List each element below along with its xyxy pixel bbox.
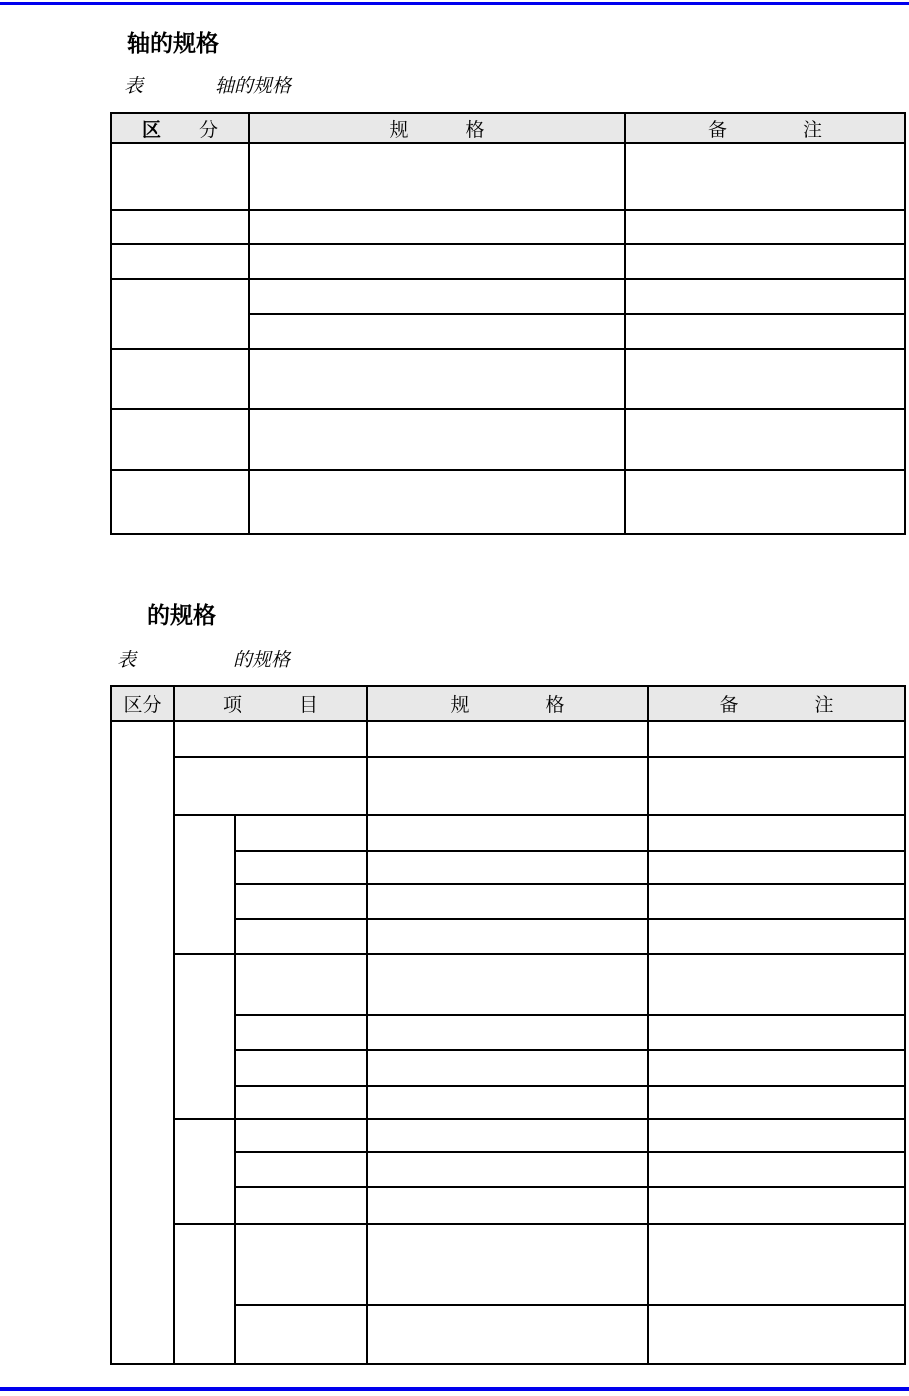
empty-cell [367, 1086, 648, 1119]
empty-cell [648, 1187, 905, 1224]
empty-cell [367, 884, 648, 919]
header-cell-note: 备 注 [625, 113, 905, 143]
empty-cell [367, 954, 648, 1015]
caption-prefix: 表 [124, 76, 144, 97]
caption-prefix: 表 [117, 650, 137, 671]
empty-cell [249, 244, 625, 279]
table-row [111, 815, 905, 851]
empty-cell [648, 884, 905, 919]
empty-cell [235, 919, 367, 954]
empty-cell [111, 721, 174, 1364]
empty-cell [235, 1187, 367, 1224]
empty-cell [367, 1224, 648, 1305]
empty-cell [648, 1086, 905, 1119]
section1-caption [0, 75, 909, 101]
header-cell-spec: 规 格 [367, 686, 648, 721]
caption-title: 的规格 [233, 650, 291, 671]
header-cell-item: 项 目 [174, 686, 367, 721]
empty-cell [235, 1305, 367, 1364]
table-row [111, 470, 905, 534]
empty-cell [174, 757, 367, 815]
table-row [111, 954, 905, 1015]
table-row [111, 1119, 905, 1152]
empty-cell [111, 349, 249, 409]
header-cell-spec: 规 格 [249, 113, 625, 143]
empty-cell [249, 279, 625, 314]
component-spec-table [110, 685, 906, 1365]
empty-cell [249, 210, 625, 244]
empty-cell [174, 1119, 235, 1224]
section2-caption [0, 649, 909, 675]
empty-cell [648, 919, 905, 954]
empty-cell [174, 721, 367, 757]
table-row [111, 349, 905, 409]
table-header-row [111, 686, 905, 721]
empty-cell [648, 1119, 905, 1152]
empty-cell [235, 851, 367, 884]
empty-cell [625, 314, 905, 349]
empty-cell [367, 851, 648, 884]
empty-cell [249, 143, 625, 210]
empty-cell [235, 1015, 367, 1050]
empty-cell [648, 851, 905, 884]
empty-cell [625, 143, 905, 210]
caption-title: 轴的规格 [215, 76, 292, 97]
empty-cell [235, 954, 367, 1015]
empty-cell [174, 815, 235, 954]
empty-cell [625, 409, 905, 470]
table-row [111, 757, 905, 815]
empty-cell [235, 1224, 367, 1305]
empty-cell [111, 279, 249, 349]
empty-cell [367, 815, 648, 851]
table-row [111, 244, 905, 279]
empty-cell [648, 1015, 905, 1050]
empty-cell [235, 1050, 367, 1086]
header-cell-note: 备 注 [648, 686, 905, 721]
empty-cell [367, 1015, 648, 1050]
empty-cell [249, 314, 625, 349]
section2-heading: 的规格 [147, 602, 216, 628]
table-row [111, 1224, 905, 1305]
empty-cell [367, 1152, 648, 1187]
empty-cell [367, 1187, 648, 1224]
empty-cell [235, 1119, 367, 1152]
empty-cell [111, 143, 249, 210]
section1-heading: 轴的规格 [127, 30, 219, 56]
empty-cell [648, 1050, 905, 1086]
empty-cell [235, 1086, 367, 1119]
empty-cell [625, 210, 905, 244]
empty-cell [235, 884, 367, 919]
top-rule [0, 2, 909, 5]
empty-cell [111, 244, 249, 279]
empty-cell [648, 954, 905, 1015]
empty-cell [625, 279, 905, 314]
empty-cell [648, 1152, 905, 1187]
empty-cell [367, 757, 648, 815]
empty-cell [235, 1152, 367, 1187]
empty-cell [625, 244, 905, 279]
empty-cell [648, 1305, 905, 1364]
empty-cell [235, 815, 367, 851]
empty-cell [367, 919, 648, 954]
empty-cell [111, 210, 249, 244]
empty-cell [111, 470, 249, 534]
header-cell-category: 区 分 [111, 113, 249, 143]
empty-cell [648, 757, 905, 815]
bottom-rule [0, 1387, 909, 1391]
table-row [111, 143, 905, 210]
empty-cell [249, 470, 625, 534]
shaft-spec-table [110, 112, 906, 535]
empty-cell [367, 1050, 648, 1086]
empty-cell [249, 349, 625, 409]
empty-cell [648, 815, 905, 851]
empty-cell [367, 721, 648, 757]
empty-cell [648, 721, 905, 757]
empty-cell [625, 470, 905, 534]
table-header-row [111, 113, 905, 143]
empty-cell [367, 1305, 648, 1364]
table-row [111, 279, 905, 314]
empty-cell [174, 1224, 235, 1364]
table-row [111, 210, 905, 244]
empty-cell [625, 349, 905, 409]
empty-cell [367, 1119, 648, 1152]
table-row [111, 721, 905, 757]
header-cell-category: 区分 [111, 686, 174, 721]
empty-cell [111, 409, 249, 470]
empty-cell [648, 1224, 905, 1305]
empty-cell [249, 409, 625, 470]
table-row [111, 409, 905, 470]
empty-cell [174, 954, 235, 1119]
